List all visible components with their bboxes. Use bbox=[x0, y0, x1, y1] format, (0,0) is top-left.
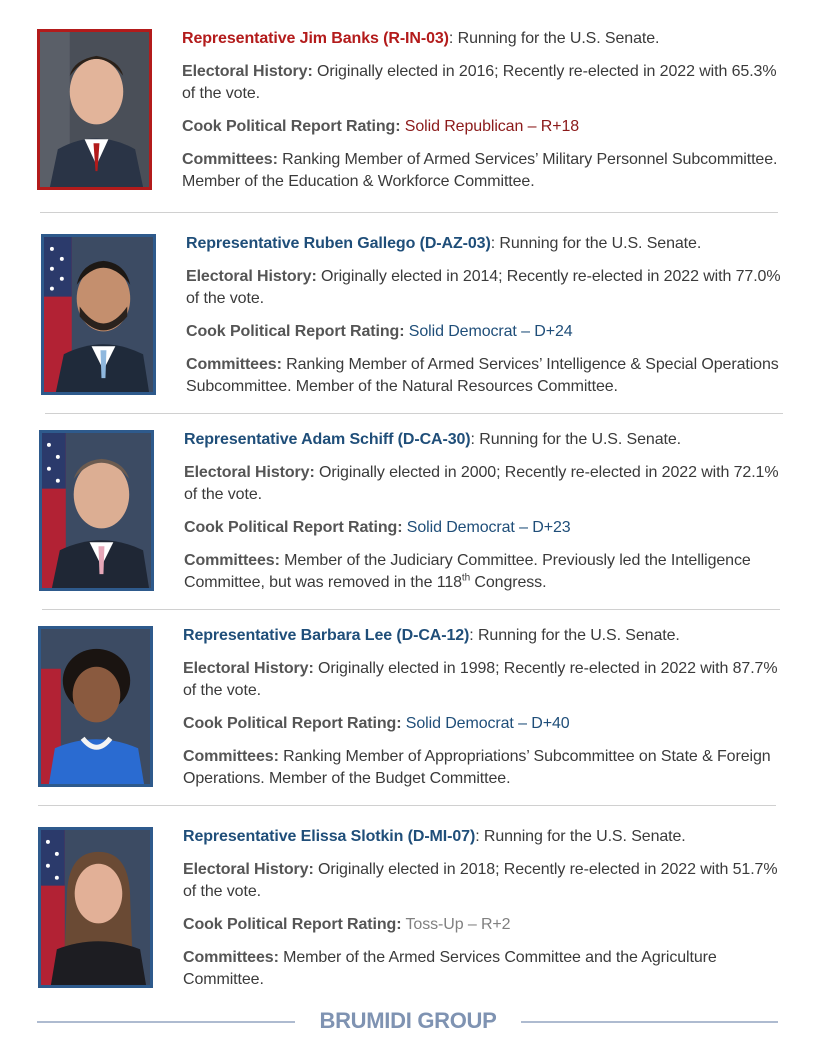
portrait-adam-schiff bbox=[39, 430, 154, 591]
committees: Ranking Member of Armed Services’ Intelligence & Special Operations Subcommittee. Member of the Natural Resources Committee. bbox=[186, 356, 779, 395]
ordinal-suffix: th bbox=[461, 572, 471, 584]
rating-value: Solid Democrat – D+40 bbox=[401, 715, 570, 732]
divider bbox=[45, 413, 783, 414]
portrait-jim-banks bbox=[37, 29, 152, 190]
electoral-history-label: Electoral History: bbox=[186, 268, 317, 285]
rating-value: Solid Democrat – D+23 bbox=[402, 519, 571, 536]
divider bbox=[40, 212, 778, 213]
committees: Ranking Member of Armed Services’ Military Personnel Subcommittee. Member of the Education & Workforce Committee. bbox=[182, 151, 778, 190]
committees: Member of the Judiciary Committee. Previously led the Intelligence Committee, but was removed in the 118 bbox=[184, 552, 751, 591]
rating-label: Cook Political Report Rating: bbox=[186, 323, 405, 340]
rating-label: Cook Political Report Rating: bbox=[183, 715, 402, 732]
electoral-history-label: Electoral History: bbox=[183, 660, 314, 677]
member-status: : Running for the U.S. Senate. bbox=[469, 627, 680, 644]
committees-label: Committees: bbox=[183, 748, 279, 765]
brumidi-group-logo: BRUMIDI GROUP bbox=[319, 1008, 497, 1033]
electoral-history: Originally elected in 2014; Recently re-elected in 2022 with 77.0% of the vote. bbox=[186, 268, 781, 307]
rating-label: Cook Political Report Rating: bbox=[182, 118, 401, 135]
member-info-elissa-slotkin bbox=[183, 826, 783, 1002]
rating-label: Cook Political Report Rating: bbox=[184, 519, 403, 536]
electoral-history-label: Electoral History: bbox=[184, 464, 315, 481]
divider bbox=[42, 609, 780, 610]
committees-label: Committees: bbox=[184, 552, 280, 569]
member-name: Representative Ruben Gallego (D-AZ-03) bbox=[186, 235, 491, 252]
electoral-history: Originally elected in 2018; Recently re-elected in 2022 with 51.7% of the vote. bbox=[183, 861, 778, 900]
divider bbox=[38, 805, 776, 806]
member-info-jim-banks bbox=[182, 28, 782, 204]
electoral-history: Originally elected in 2000; Recently re-elected in 2022 with 72.1% of the vote. bbox=[184, 464, 779, 503]
member-status: : Running for the U.S. Senate. bbox=[470, 431, 682, 448]
committees-label: Committees: bbox=[182, 151, 278, 168]
member-info-barbara-lee bbox=[183, 625, 793, 801]
member-name: Representative Barbara Lee (D-CA-12) bbox=[183, 627, 470, 644]
member-status: : Running for the U.S. Senate. bbox=[490, 235, 702, 252]
electoral-history-label: Electoral History: bbox=[183, 861, 314, 878]
member-status: : Running for the U.S. Senate. bbox=[448, 30, 660, 47]
member-info-ruben-gallego bbox=[186, 233, 796, 409]
rating-value: Solid Republican – R+18 bbox=[400, 118, 580, 135]
member-info-adam-schiff bbox=[184, 429, 784, 605]
member-status: : Running for the U.S. Senate. bbox=[475, 828, 686, 845]
committees-label: Committees: bbox=[186, 356, 282, 373]
rating-value: Solid Democrat – D+24 bbox=[404, 323, 573, 340]
electoral-history: Originally elected in 2016; Recently re-elected in 2022 with 65.3% of the vote. bbox=[182, 63, 777, 102]
portrait-barbara-lee bbox=[38, 626, 153, 787]
electoral-history-label: Electoral History: bbox=[182, 63, 313, 80]
member-name: Representative Elissa Slotkin (D-MI-07) bbox=[183, 828, 476, 845]
committees-end: Congress. bbox=[470, 574, 547, 591]
member-name: Representative Jim Banks (R-IN-03) bbox=[182, 30, 449, 47]
rating-label: Cook Political Report Rating: bbox=[183, 916, 402, 933]
committees: Ranking Member of Appropriations’ Subcommittee on State & Foreign Operations. Member of the Budget Committee. bbox=[183, 748, 771, 787]
committees-label: Committees: bbox=[183, 949, 279, 966]
footer-line-left bbox=[37, 1021, 295, 1023]
committees: Member of the Armed Services Committee and the Agriculture Committee. bbox=[183, 949, 717, 988]
portrait-elissa-slotkin bbox=[38, 827, 153, 988]
member-name: Representative Adam Schiff (D-CA-30) bbox=[184, 431, 471, 448]
portrait-ruben-gallego bbox=[41, 234, 156, 395]
electoral-history: Originally elected in 1998; Recently re-elected in 2022 with 87.7% of the vote. bbox=[183, 660, 778, 699]
footer-line-right bbox=[521, 1021, 778, 1023]
rating-value: Toss-Up – R+2 bbox=[401, 916, 511, 933]
